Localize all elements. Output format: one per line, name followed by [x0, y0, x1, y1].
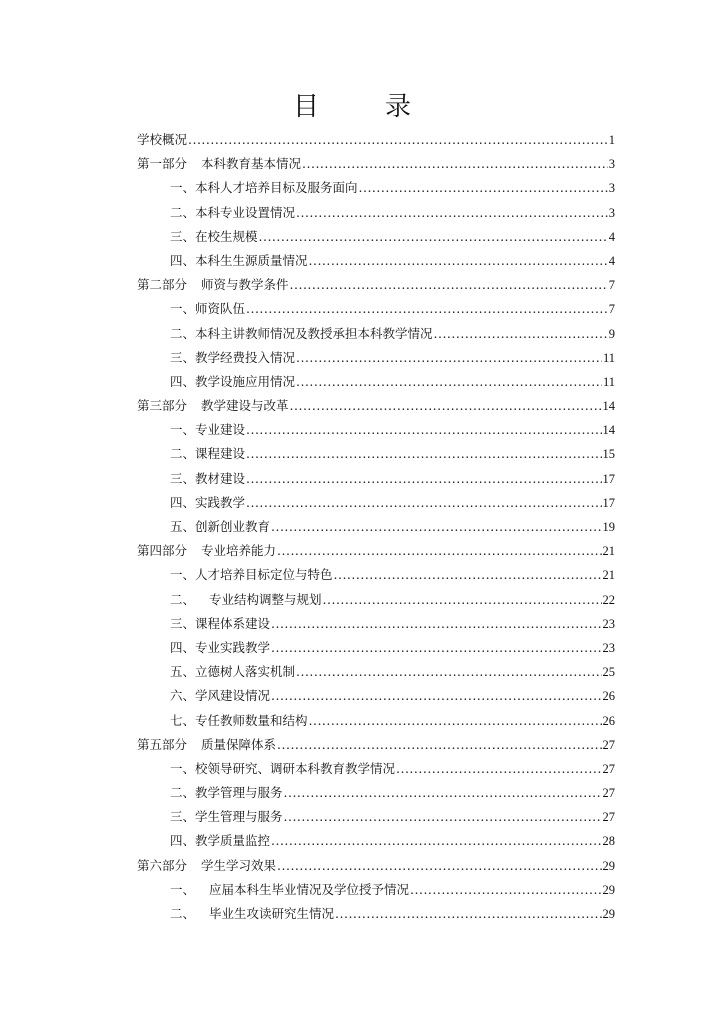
toc-section-entry[interactable]: [137, 854, 615, 878]
toc-entry-title: [137, 539, 276, 563]
toc-entry-label-secondary: 毕业生攻读研究生情况: [209, 906, 335, 921]
toc-entry-label: 一、专业建设: [170, 422, 246, 438]
toc-entry-label: 三、学生管理与服务: [170, 809, 283, 825]
dot-leader: [296, 201, 608, 225]
dot-leader: [434, 322, 608, 346]
toc-subsection-entry[interactable]: [137, 878, 615, 902]
toc-entry-title: [170, 588, 322, 612]
toc-entry-label-secondary: 应届本科生毕业情况及学位授予情况: [209, 881, 410, 897]
dot-leader: [334, 563, 602, 587]
toc-entry-label: 三、教学经费投入情况: [170, 349, 296, 365]
toc-subsection-entry[interactable]: [137, 709, 615, 733]
toc-entry-title: [170, 442, 245, 466]
toc-subsection-entry[interactable]: [137, 491, 615, 515]
toc-entry-title: [170, 346, 295, 370]
toc-page-number: 9: [608, 326, 615, 341]
toc-page-number: 3: [608, 205, 615, 220]
toc-entry-title: [170, 636, 270, 660]
toc-section-entry[interactable]: [137, 273, 615, 297]
toc-entry-title: [170, 709, 308, 733]
toc-subsection-entry[interactable]: [137, 757, 615, 781]
toc-entry-title: [170, 660, 295, 684]
toc-entry-title: [170, 563, 333, 587]
toc-section-entry[interactable]: [137, 128, 615, 152]
toc-page-number: 14: [602, 423, 615, 438]
toc-subsection-entry[interactable]: [137, 781, 615, 805]
toc-entry-label: 二、: [170, 591, 196, 607]
toc-subsection-entry[interactable]: [137, 588, 615, 612]
toc-entry-label-secondary: 学生学习效果: [201, 857, 277, 873]
toc-entry-title: [170, 322, 433, 346]
toc-page-number: 4: [608, 229, 615, 244]
toc-entry-title: [170, 902, 334, 926]
toc-subsection-entry[interactable]: [137, 201, 615, 225]
toc-entry-label: 一、校领导研究、调研本科教育教学情况: [170, 760, 396, 776]
toc-page-number: 28: [602, 834, 615, 849]
dot-leader: [284, 781, 602, 805]
toc-entry-title: [170, 829, 270, 853]
toc-page-number: 27: [602, 761, 615, 776]
toc-entry-label-secondary: 本科教育基本情况: [201, 156, 302, 172]
toc-page-number: 7: [608, 278, 615, 293]
dot-leader: [290, 273, 608, 297]
dot-leader: [246, 467, 601, 491]
dot-leader: [277, 733, 601, 757]
toc-entry-label: 学校概况: [137, 132, 188, 147]
toc-entry-label-secondary: 专业结构调整与规划: [209, 591, 322, 607]
dot-leader: [359, 176, 608, 200]
toc-entry-label: 四、专业实践教学: [170, 639, 271, 655]
toc-entry-title: [170, 612, 270, 636]
dot-leader: [271, 612, 601, 636]
toc-entry-title: [137, 733, 276, 757]
dot-leader: [246, 418, 601, 442]
toc-entry-label-secondary: 质量保障体系: [201, 736, 277, 752]
table-of-contents: [137, 128, 615, 926]
toc-entry-title: [170, 370, 295, 394]
toc-entry-title: [170, 515, 270, 539]
toc-entry-label: 三、教材建设: [170, 470, 246, 486]
toc-page-number: 27: [602, 810, 615, 825]
toc-page-number: 23: [602, 616, 615, 631]
dot-leader: [271, 515, 601, 539]
toc-entry-label: 第三部分: [137, 398, 188, 414]
toc-page-number: 29: [602, 907, 615, 921]
toc-page-number: 29: [602, 858, 615, 873]
toc-page-number: 21: [602, 568, 615, 583]
toc-entry-label: 四、实践教学: [170, 494, 246, 510]
toc-page-number: 15: [602, 447, 615, 462]
toc-entry-label: 五、立德树人落实机制: [170, 664, 296, 680]
toc-page-number: 1: [608, 133, 615, 147]
toc-subsection-entry[interactable]: [137, 805, 615, 829]
toc-entry-title: [137, 152, 301, 176]
toc-subsection-entry[interactable]: [137, 370, 615, 394]
dot-leader: [246, 491, 601, 515]
dot-leader: [284, 805, 602, 829]
toc-page-number: 26: [602, 713, 615, 728]
dot-leader: [246, 442, 601, 466]
toc-entry-label: 六、学风建设情况: [170, 688, 271, 704]
toc-subsection-entry[interactable]: [137, 467, 615, 491]
dot-leader: [271, 636, 601, 660]
toc-entry-label: 一、人才培养目标定位与特色: [170, 567, 333, 583]
toc-page-number: 29: [602, 882, 615, 897]
toc-page-number: 11: [602, 350, 615, 365]
toc-entry-label: 二、教学管理与服务: [170, 785, 283, 801]
toc-entry-label: 二、本科主讲教师情况及教授承担本科教学情况: [170, 325, 433, 341]
toc-entry-label: 一、: [170, 881, 196, 897]
toc-page-number: 11: [602, 374, 615, 389]
dot-leader: [277, 539, 601, 563]
toc-subsection-entry[interactable]: [137, 515, 615, 539]
toc-page-number: 7: [608, 302, 615, 317]
dot-leader: [309, 249, 608, 273]
toc-entry-title: [170, 418, 245, 442]
dot-leader: [246, 297, 608, 321]
toc-subsection-entry[interactable]: [137, 249, 615, 273]
toc-subsection-entry[interactable]: [137, 297, 615, 321]
dot-leader: [302, 152, 608, 176]
toc-entry-title: [170, 201, 295, 225]
toc-entry-label: 第六部分: [137, 857, 188, 873]
toc-page-number: 17: [602, 471, 615, 486]
toc-entry-title: [170, 781, 283, 805]
toc-entry-label: 一、师资队伍: [170, 301, 246, 317]
toc-entry-label: 四、教学设施应用情况: [170, 373, 296, 389]
dot-leader: [290, 394, 602, 418]
toc-entry-title: [137, 854, 276, 878]
toc-entry-label: 四、教学质量监控: [170, 833, 271, 849]
toc-section-entry[interactable]: [137, 394, 615, 418]
toc-page-number: 3: [608, 157, 615, 172]
toc-entry-label: 第二部分: [137, 277, 188, 293]
toc-entry-title: [170, 467, 245, 491]
dot-leader: [335, 902, 601, 926]
toc-entry-title: [170, 684, 270, 708]
toc-page-number: 27: [602, 737, 615, 752]
toc-page-number: 21: [602, 544, 615, 559]
dot-leader: [271, 829, 601, 853]
toc-entry-title: [170, 249, 308, 273]
toc-entry-title: [170, 805, 283, 829]
toc-section-entry[interactable]: [137, 539, 615, 563]
toc-subsection-entry[interactable]: [137, 612, 615, 636]
toc-entry-label-secondary: 教学建设与改革: [201, 398, 289, 414]
toc-entry-title: [137, 128, 187, 152]
toc-entry-label: 三、在校生规模: [170, 228, 258, 244]
toc-page-number: 27: [602, 786, 615, 801]
dot-leader: [396, 757, 601, 781]
dot-leader: [296, 346, 602, 370]
toc-subsection-entry[interactable]: [137, 902, 615, 926]
toc-entry-title: [170, 491, 245, 515]
toc-page-number: 19: [602, 520, 615, 534]
toc-entry-title: [170, 757, 395, 781]
dot-leader: [309, 709, 602, 733]
toc-entry-title: [170, 176, 358, 200]
toc-entry-label: 一、本科人才培养目标及服务面向: [170, 180, 358, 196]
toc-page-number: 23: [602, 640, 615, 655]
toc-entry-label: 第四部分: [137, 543, 188, 559]
toc-entry-label-secondary: 师资与教学条件: [201, 277, 289, 293]
toc-page-number: 25: [602, 665, 615, 680]
dot-leader: [296, 660, 601, 684]
toc-entry-label: 四、本科生生源质量情况: [170, 252, 308, 268]
toc-page-number: 22: [602, 592, 615, 607]
page-title: 目 录: [292, 92, 431, 122]
toc-entry-label: 七、专任教师数量和结构: [170, 712, 308, 728]
toc-section-entry[interactable]: [137, 152, 615, 176]
dot-leader: [296, 370, 602, 394]
toc-entry-title: [170, 225, 258, 249]
toc-subsection-entry[interactable]: [137, 660, 615, 684]
toc-page-number: 14: [602, 399, 615, 414]
toc-entry-label: 二、: [170, 906, 196, 921]
toc-entry-title: [170, 297, 245, 321]
toc-page-number: 26: [602, 689, 615, 704]
toc-page-number: 4: [608, 253, 615, 268]
dot-leader: [188, 128, 608, 152]
toc-page-number: 3: [608, 181, 615, 196]
dot-leader: [323, 588, 602, 612]
dot-leader: [410, 878, 601, 902]
toc-subsection-entry[interactable]: [137, 418, 615, 442]
toc-subsection-entry[interactable]: [137, 176, 615, 200]
toc-subsection-entry[interactable]: [137, 684, 615, 708]
toc-entry-title: [137, 273, 289, 297]
dot-leader: [277, 854, 601, 878]
dot-leader: [259, 225, 608, 249]
toc-page-number: 17: [602, 495, 615, 510]
toc-subsection-entry[interactable]: [137, 442, 615, 466]
toc-section-entry[interactable]: [137, 733, 615, 757]
toc-entry-label-secondary: 专业培养能力: [201, 543, 277, 559]
toc-subsection-entry[interactable]: [137, 322, 615, 346]
dot-leader: [271, 684, 601, 708]
toc-entry-title: [137, 394, 289, 418]
toc-entry-label: 第五部分: [137, 736, 188, 752]
toc-subsection-entry[interactable]: [137, 636, 615, 660]
toc-entry-label: 二、课程建设: [170, 446, 246, 462]
toc-entry-label: 五、创新创业教育: [170, 519, 271, 534]
toc-subsection-entry[interactable]: [137, 225, 615, 249]
toc-subsection-entry[interactable]: [137, 346, 615, 370]
toc-subsection-entry[interactable]: [137, 563, 615, 587]
toc-entry-label: 三、课程体系建设: [170, 615, 271, 631]
toc-entry-title: [170, 878, 409, 902]
toc-subsection-entry[interactable]: [137, 829, 615, 853]
toc-entry-label: 第一部分: [137, 156, 188, 172]
toc-entry-label: 二、本科专业设置情况: [170, 204, 296, 220]
